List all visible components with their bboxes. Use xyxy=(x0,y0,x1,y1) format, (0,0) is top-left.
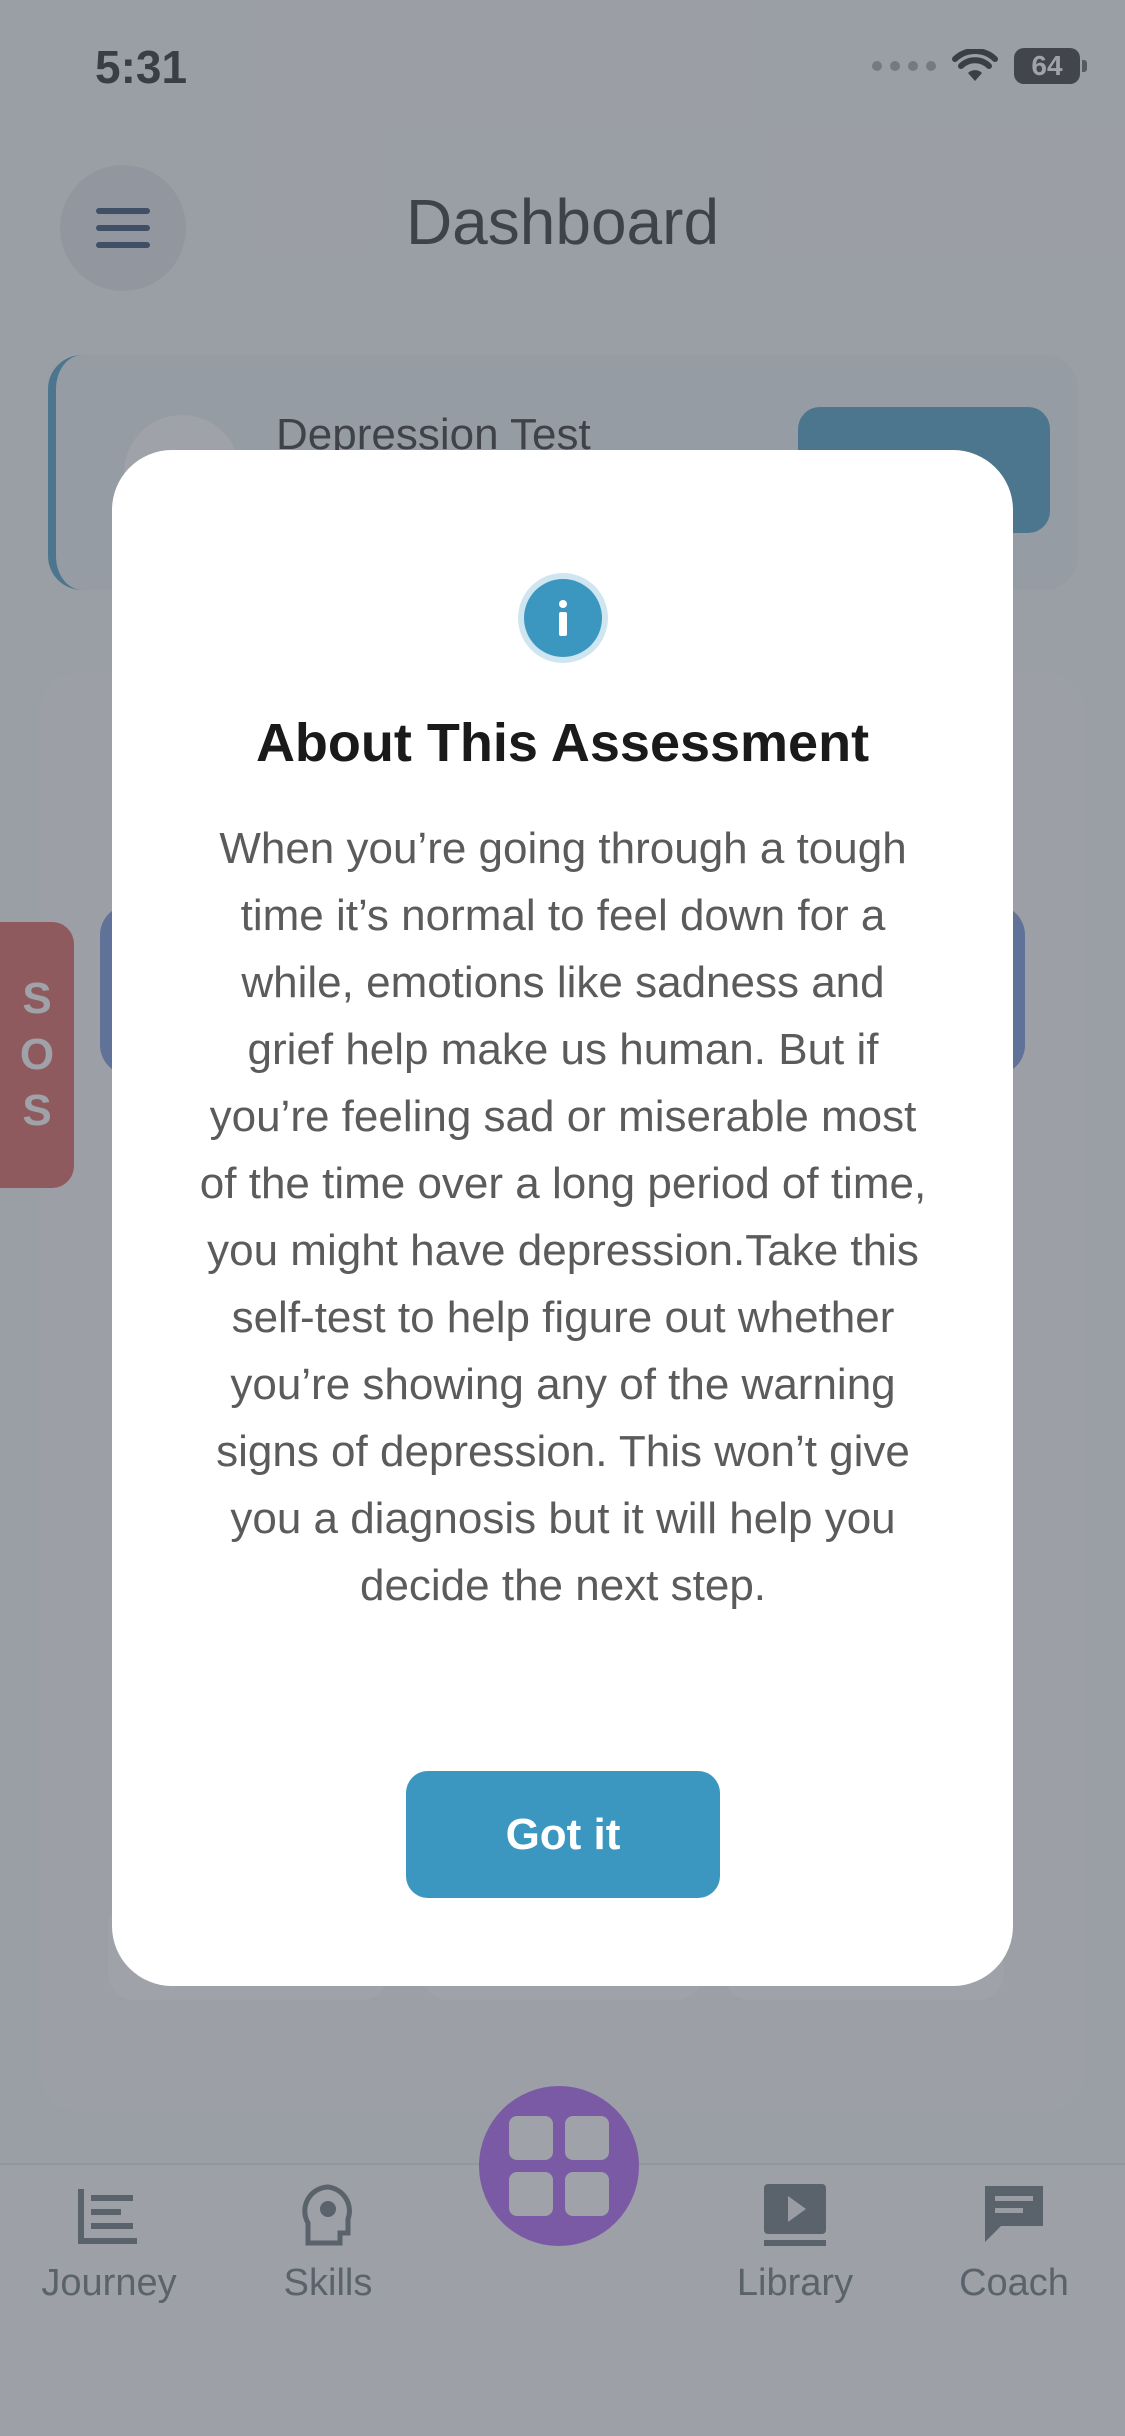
got-it-button[interactable]: Got it xyxy=(406,1771,720,1898)
about-assessment-dialog xyxy=(112,450,1013,1986)
dialog-title: About This Assessment xyxy=(255,713,870,773)
info-icon xyxy=(524,579,602,657)
dialog-body: When you’re going through a tough time it’s normal to feel down for a while, emotions like sadness and grief help make us human. But if you’re feeling sad or miserable most of the time over a long period of time, you might have depression.Take this self-test to help figure out whether you’re showing any of the warning signs of depression. This won’t give you a diagnosis but it will help you decide the next step. xyxy=(199,824,927,1610)
